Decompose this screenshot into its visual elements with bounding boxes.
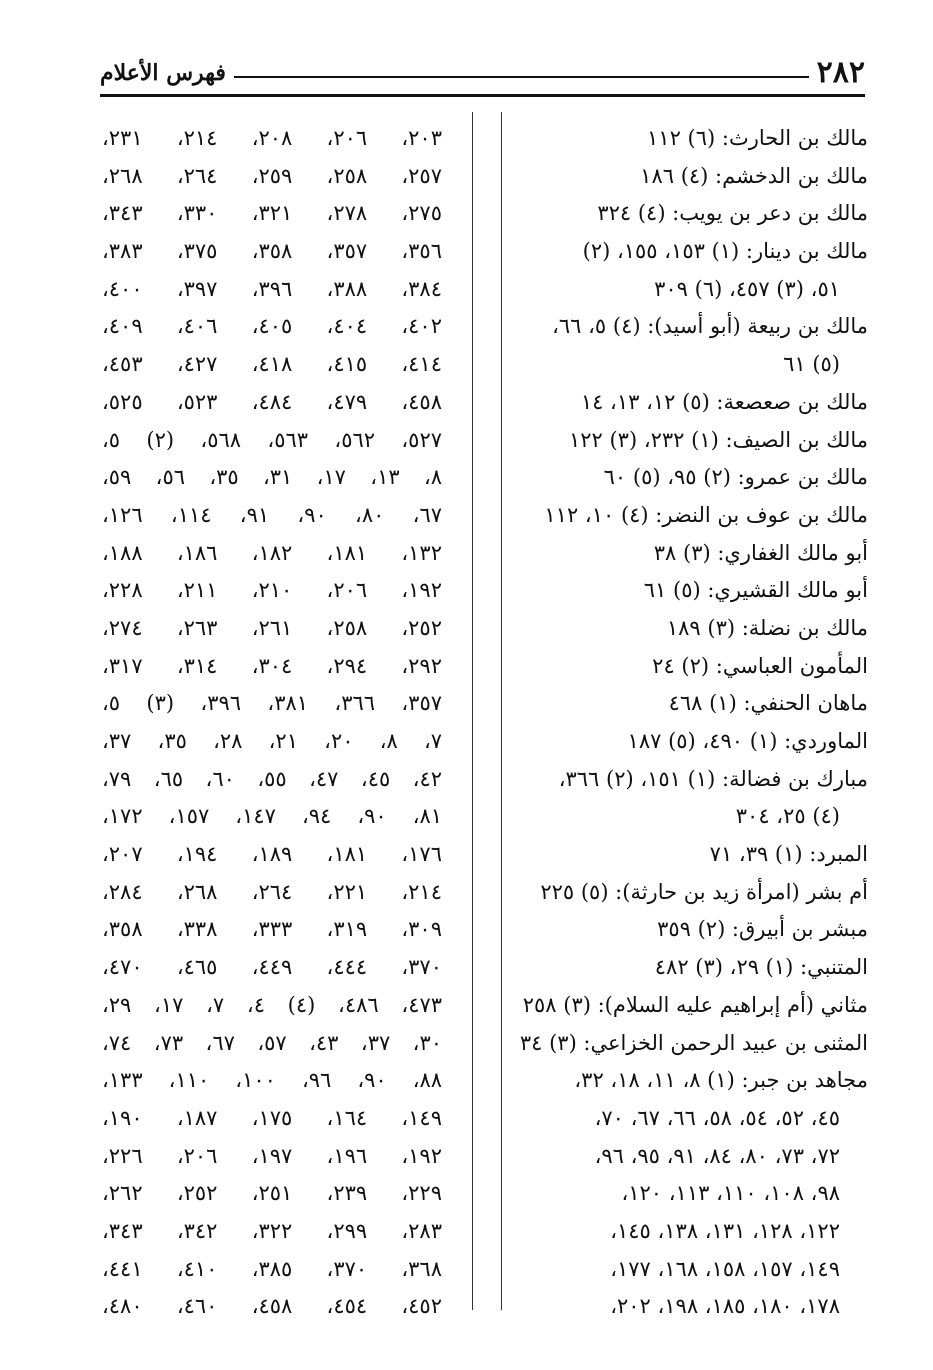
index-entry: المأمون العباسي: (٢) ٢٤: [652, 653, 868, 678]
page-reference-line: ٣٥٧، ٣٦٦، ٣٨١، ٣٩٦، (٣) ٥،: [102, 691, 442, 716]
index-entry: ماهان الحنفي: (١) ٤٦٨: [668, 691, 868, 716]
page-reference-line: ١٤٩، ١٦٤، ١٧٥، ١٨٧، ١٩٠،: [102, 1105, 442, 1130]
page-reference-line: ٤١٤، ٤١٥، ٤١٨، ٤٢٧، ٤٥٣،: [102, 352, 442, 377]
page-reference-line: ٢٢٩، ٢٣٩، ٢٥١، ٢٥٢، ٢٦٢،: [102, 1181, 442, 1206]
index-entry-continuation: ٧٢، ٧٣، ٨٠، ٨٤، ٩١، ٩٥، ٩٦،: [594, 1143, 840, 1168]
index-entry: مالك بن عوف بن النضر: (٤) ١٠، ١١٢: [544, 502, 868, 527]
page-reference-line: ٢٩٢، ٢٩٤، ٣٠٤، ٣١٤، ٣١٧،: [102, 653, 442, 678]
page-reference-line: ٨، ١٣، ١٧، ٣١، ٣٥، ٥٦، ٥٩،: [102, 465, 442, 490]
index-entry-continuation: (٥) ٦١: [783, 352, 840, 377]
page-reference-line: ٣٠، ٣٧، ٤٣، ٥٧، ٦٧، ٧٣، ٧٤،: [102, 1030, 442, 1055]
page-reference-line: ٢٨٣، ٢٩٩، ٣٢٢، ٣٤٢، ٣٤٣،: [102, 1218, 442, 1243]
index-entry-continuation: (٤) ٢٥، ٣٠٤: [735, 804, 840, 829]
index-entry: مالك بن دينار: (١) ١٥٣، ١٥٥، (٢): [582, 239, 868, 264]
index-entry: المثنى بن عبيد الرحمن الخزاعي: (٣) ٣٤: [519, 1030, 868, 1055]
page-reference-line: ٣٥٦، ٣٥٧، ٣٥٨، ٣٧٥، ٣٨٣،: [102, 239, 442, 264]
page-reference-line: ٨١، ٩٠، ٩٤، ١٤٧، ١٥٧، ١٧٢،: [102, 804, 442, 829]
index-entry: مالك بن صعصعة: (٥) ١٢، ١٣، ١٤: [580, 389, 868, 414]
index-entry-continuation: ٥١، (٣) ٤٥٧، (٦) ٣٠٩: [654, 276, 840, 301]
index-entry: أم بشر (امرأة زيد بن حارثة): (٥) ٢٢٥: [540, 879, 868, 904]
page-reference-line: ٥٢٧، ٥٦٢، ٥٦٣، ٥٦٨، (٢) ٥،: [102, 427, 442, 452]
index-entry-continuation: ١٤٩، ١٥٧، ١٥٨، ١٦٨، ١٧٧،: [610, 1256, 840, 1281]
index-entry: الماوردي: (١) ٤٩٠، (٥) ١٨٧: [627, 729, 868, 753]
index-entry-continuation: ١٢٢، ١٢٨، ١٣١، ١٣٨، ١٤٥،: [610, 1218, 840, 1243]
page-reference-line: ٤٢، ٤٥، ٤٧، ٥٥، ٦٠، ٦٥، ٧٩،: [102, 766, 442, 791]
left-column: [102, 120, 442, 1326]
index-entry: مبارك بن فضالة: (١) ١٥١، (٢) ٣٦٦،: [558, 766, 868, 791]
header-rule: [100, 94, 865, 97]
index-entry: أبو مالك الغفاري: (٣) ٣٨: [653, 540, 868, 565]
index-entry: مالك بن الصيف: (١) ٢٣٢، (٣) ١٢٢: [568, 427, 868, 452]
page-reference-line: ٣٨٤، ٣٨٨، ٣٩٦، ٣٩٧، ٤٠٠،: [102, 276, 442, 301]
index-entry-continuation: ١٧٨، ١٨٠، ١٨٥، ١٩٨، ٢٠٢،: [610, 1294, 840, 1319]
column-divider-right: [501, 112, 502, 1310]
page-title: فهرس الأعلام: [100, 60, 226, 86]
page-reference-line: ١٩٢، ١٩٦، ١٩٧، ٢٠٦، ٢٢٦،: [102, 1143, 442, 1168]
index-entry-continuation: ٤٥، ٥٢، ٥٤، ٥٨، ٦٦، ٦٧، ٧٠،: [594, 1105, 840, 1130]
page-reference-line: ٣٦٨، ٣٧٠، ٣٨٥، ٤١٠، ٤٤١،: [102, 1256, 442, 1281]
page-reference-line: ٣٧٠، ٤٤٤، ٤٤٩، ٤٦٥، ٤٧٠،: [102, 955, 442, 980]
index-entry: مالك بن نضلة: (٣) ١٨٩: [666, 615, 868, 640]
page-reference-line: ٧، ٨، ٢٠، ٢١، ٢٨، ٣٥، ٣٧،: [102, 729, 442, 753]
page-reference-line: ٢٠٣، ٢٠٦، ٢٠٨، ٢١٤، ٢٣١،: [102, 126, 442, 150]
index-entry: مثاني (أم إبراهيم عليه السلام): (٣) ٢٥٨: [522, 992, 868, 1017]
index-entry: مالك بن الدخشم: (٤) ١٨٦: [640, 163, 868, 188]
index-entry: مالك بن الحارث: (٦) ١١٢: [647, 126, 868, 150]
running-header: [100, 54, 865, 90]
page-reference-line: ٤٧٣، ٤٨٦، (٤) ٤، ٧، ١٧، ٢٩،: [102, 992, 442, 1017]
index-entry: مالك بن ربيعة (أبو أسيد): (٤) ٥، ٦٦،: [552, 314, 868, 339]
index-entry: مبشر بن أبيرق: (٢) ٣٥٩: [657, 917, 868, 942]
index-entry: مالك بن دعر بن يويب: (٤) ٣٢٤: [597, 201, 868, 226]
header-leader-line: [234, 76, 809, 78]
page-reference-line: ٨٨، ٩٠، ٩٦، ١٠٠، ١١٠، ١٣٣،: [102, 1068, 442, 1093]
page-reference-line: ١٣٢، ١٨١، ١٨٢، ١٨٦، ١٨٨،: [102, 540, 442, 565]
index-entry: مالك بن عمرو: (٢) ٩٥، (٥) ٦٠: [603, 465, 868, 490]
page-reference-line: ١٩٢، ٢٠٦، ٢١٠، ٢١١، ٢٢٨،: [102, 578, 442, 603]
page-reference-line: ٤٠٢، ٤٠٤، ٤٠٥، ٤٠٦، ٤٠٩،: [102, 314, 442, 339]
page-reference-line: ٢١٤، ٢٢١، ٢٦٤، ٢٦٨، ٢٨٤،: [102, 879, 442, 904]
page-reference-line: ٢٧٥، ٢٧٨، ٣٢١، ٣٣٠، ٣٤٣،: [102, 201, 442, 226]
page-reference-line: ١٧٦، ١٨١، ١٨٩، ١٩٤، ٢٠٧،: [102, 842, 442, 867]
index-entry: المبرد: (١) ٣٩، ٧١: [709, 842, 868, 867]
page-reference-line: ٤٥٢، ٤٥٤، ٤٥٨، ٤٦٠، ٤٨٠،: [102, 1294, 442, 1319]
index-entry: مجاهد بن جبر: (١) ٨، ١١، ١٨، ٣٢،: [574, 1068, 868, 1093]
index-entry-continuation: ٩٨، ١٠٨، ١١٠، ١١٣، ١٢٠،: [621, 1181, 840, 1206]
index-entry: أبو مالك القشيري: (٥) ٦١: [643, 578, 868, 603]
column-divider-left: [472, 112, 473, 1310]
page-reference-line: ٣٠٩، ٣١٩، ٣٣٣، ٣٣٨، ٣٥٨،: [102, 917, 442, 942]
page-number: ٢٨٢: [816, 55, 865, 90]
right-column: [508, 120, 868, 1326]
index-entry: المتنبي: (١) ٢٩، (٣) ٤٨٢: [654, 955, 868, 980]
page-reference-line: ٦٧، ٨٠، ٩٠، ٩١، ١١٤، ١٢٦،: [102, 502, 442, 527]
page-reference-line: ٤٥٨، ٤٧٩، ٤٨٤، ٥٢٣، ٥٢٥،: [102, 389, 442, 414]
page-reference-line: ٢٥٢، ٢٥٨، ٢٦١، ٢٦٣، ٢٧٤،: [102, 615, 442, 640]
page-reference-line: ٢٥٧، ٢٥٨، ٢٥٩، ٢٦٤، ٢٦٨،: [102, 163, 442, 188]
